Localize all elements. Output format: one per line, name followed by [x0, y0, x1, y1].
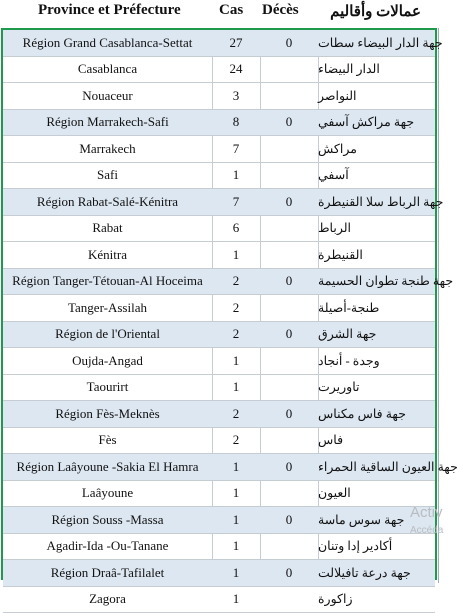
- cell-deces: 0: [260, 507, 318, 533]
- table-row: [3, 348, 435, 375]
- cell-deces: [260, 534, 318, 560]
- table-row: [3, 428, 435, 455]
- cell-province: Casablanca: [3, 57, 212, 83]
- cell-cas: 2: [212, 322, 260, 348]
- cell-cas: 1: [212, 560, 260, 586]
- cell-cas: 2: [212, 269, 260, 295]
- cell-arabic: الرباط: [318, 216, 436, 242]
- cell-arabic: جهة فاس مكناس: [318, 401, 436, 427]
- table-row: [3, 295, 435, 322]
- region-row: [3, 560, 435, 587]
- cell-province: Fès: [3, 428, 212, 454]
- cell-deces: 0: [260, 322, 318, 348]
- cell-cas: 2: [212, 295, 260, 321]
- header-arabic: عمالات وأقاليم: [330, 2, 421, 21]
- cell-cas: 1: [212, 163, 260, 189]
- region-row: [3, 269, 435, 296]
- cell-cas: 1: [212, 375, 260, 401]
- region-row: [3, 110, 435, 137]
- cell-deces: 0: [260, 560, 318, 586]
- cell-cas: 8: [212, 110, 260, 136]
- region-row: [3, 454, 435, 481]
- cell-province: Marrakech: [3, 136, 212, 162]
- table-header: [0, 0, 439, 28]
- table-row: [3, 57, 435, 84]
- cell-cas: 2: [212, 401, 260, 427]
- cell-province: Région Laâyoune -Sakia El Hamra: [3, 454, 212, 480]
- table-row: [3, 83, 435, 110]
- region-row: [3, 30, 435, 57]
- header-province: Province et Préfecture: [38, 2, 181, 19]
- cell-arabic: جهة الدار البيضاء سطات: [318, 30, 436, 56]
- cell-cas: 7: [212, 189, 260, 215]
- cell-deces: [260, 587, 318, 613]
- cell-deces: [260, 83, 318, 109]
- region-row: [3, 189, 435, 216]
- cell-province: Région Draâ-Tafilalet: [3, 560, 212, 586]
- cell-arabic: جهة العيون الساقية الحمراء: [318, 454, 436, 480]
- cell-cas: 7: [212, 136, 260, 162]
- cell-arabic: أكادير إدا وتنان: [318, 534, 436, 560]
- cell-cas: 1: [212, 587, 260, 613]
- cell-province: Nouaceur: [3, 83, 212, 109]
- table-row: [3, 242, 435, 269]
- cell-cas: 3: [212, 83, 260, 109]
- cell-arabic: جهة طنجة تطوان الحسيمة: [318, 269, 436, 295]
- table-body: [3, 30, 435, 613]
- watermark-line-2: Accéda: [410, 522, 443, 540]
- cell-province: Zagora: [3, 587, 212, 613]
- cell-deces: [260, 348, 318, 374]
- cell-deces: [260, 428, 318, 454]
- cell-cas: 27: [212, 30, 260, 56]
- table-row: [3, 216, 435, 243]
- cell-deces: [260, 136, 318, 162]
- cell-arabic: جهة سوس ماسة: [318, 507, 436, 533]
- cell-arabic: مراكش: [318, 136, 436, 162]
- region-row: [3, 507, 435, 534]
- cell-arabic: جهة مراكش آسفي: [318, 110, 436, 136]
- cell-province: Région Fès-Meknès: [3, 401, 212, 427]
- cell-deces: [260, 57, 318, 83]
- cell-deces: 0: [260, 454, 318, 480]
- cell-arabic: فاس: [318, 428, 436, 454]
- cell-province: Région Grand Casablanca-Settat: [3, 30, 212, 56]
- cell-deces: 0: [260, 189, 318, 215]
- cell-province: Safi: [3, 163, 212, 189]
- cell-deces: [260, 375, 318, 401]
- cell-province: Région Rabat-Salé-Kénitra: [3, 189, 212, 215]
- cell-province: Laâyoune: [3, 481, 212, 507]
- cell-deces: [260, 242, 318, 268]
- cell-cas: 1: [212, 454, 260, 480]
- cell-province: Région de l'Oriental: [3, 322, 212, 348]
- cell-arabic: جهة الشرق: [318, 322, 436, 348]
- cell-deces: 0: [260, 110, 318, 136]
- cell-cas: 1: [212, 507, 260, 533]
- cell-deces: 0: [260, 269, 318, 295]
- cell-deces: [260, 481, 318, 507]
- cell-cas: 1: [212, 534, 260, 560]
- cell-cas: 1: [212, 348, 260, 374]
- cell-province: Agadir-Ida -Ou-Tanane: [3, 534, 212, 560]
- watermark-line-1: Activ: [410, 504, 443, 521]
- cell-arabic: جهة الرباط سلا القنيطرة: [318, 189, 436, 215]
- cell-arabic: طنجة-أصيلة: [318, 295, 436, 321]
- cell-cas: 2: [212, 428, 260, 454]
- cell-deces: [260, 216, 318, 242]
- cell-deces: [260, 163, 318, 189]
- table-row: [3, 587, 435, 613]
- cell-province: Région Tanger-Tétouan-Al Hoceima: [3, 269, 212, 295]
- cell-arabic: الدار البيضاء: [318, 57, 436, 83]
- cell-arabic: تاوريرت: [318, 375, 436, 401]
- cell-province: Région Souss -Massa: [3, 507, 212, 533]
- cell-cas: 24: [212, 57, 260, 83]
- cell-arabic: آسفي: [318, 163, 436, 189]
- cell-deces: [260, 295, 318, 321]
- region-row: [3, 322, 435, 349]
- activation-watermark: [410, 504, 443, 540]
- table-row: [3, 481, 435, 508]
- cell-arabic: النواصر: [318, 83, 436, 109]
- table-row: [3, 375, 435, 402]
- table-row: [3, 534, 435, 561]
- cell-province: Tanger-Assilah: [3, 295, 212, 321]
- cell-deces: 0: [260, 30, 318, 56]
- cell-cas: 6: [212, 216, 260, 242]
- cell-arabic: العيون: [318, 481, 436, 507]
- cell-province: Kénitra: [3, 242, 212, 268]
- cell-cas: 1: [212, 242, 260, 268]
- header-cas: Cas: [219, 2, 243, 19]
- cell-arabic: وجدة - أنجاد: [318, 348, 436, 374]
- cell-arabic: القنيطرة: [318, 242, 436, 268]
- header-deces: Décès: [262, 2, 299, 19]
- region-row: [3, 401, 435, 428]
- cell-province: Rabat: [3, 216, 212, 242]
- cell-cas: 1: [212, 481, 260, 507]
- table-row: [3, 163, 435, 190]
- table-row: [3, 136, 435, 163]
- cell-arabic: جهة درعة تافيلالت: [318, 560, 436, 586]
- cell-arabic: زاكورة: [318, 587, 436, 613]
- cell-province: Région Marrakech-Safi: [3, 110, 212, 136]
- cell-deces: 0: [260, 401, 318, 427]
- cell-province: Taourirt: [3, 375, 212, 401]
- cell-province: Oujda-Angad: [3, 348, 212, 374]
